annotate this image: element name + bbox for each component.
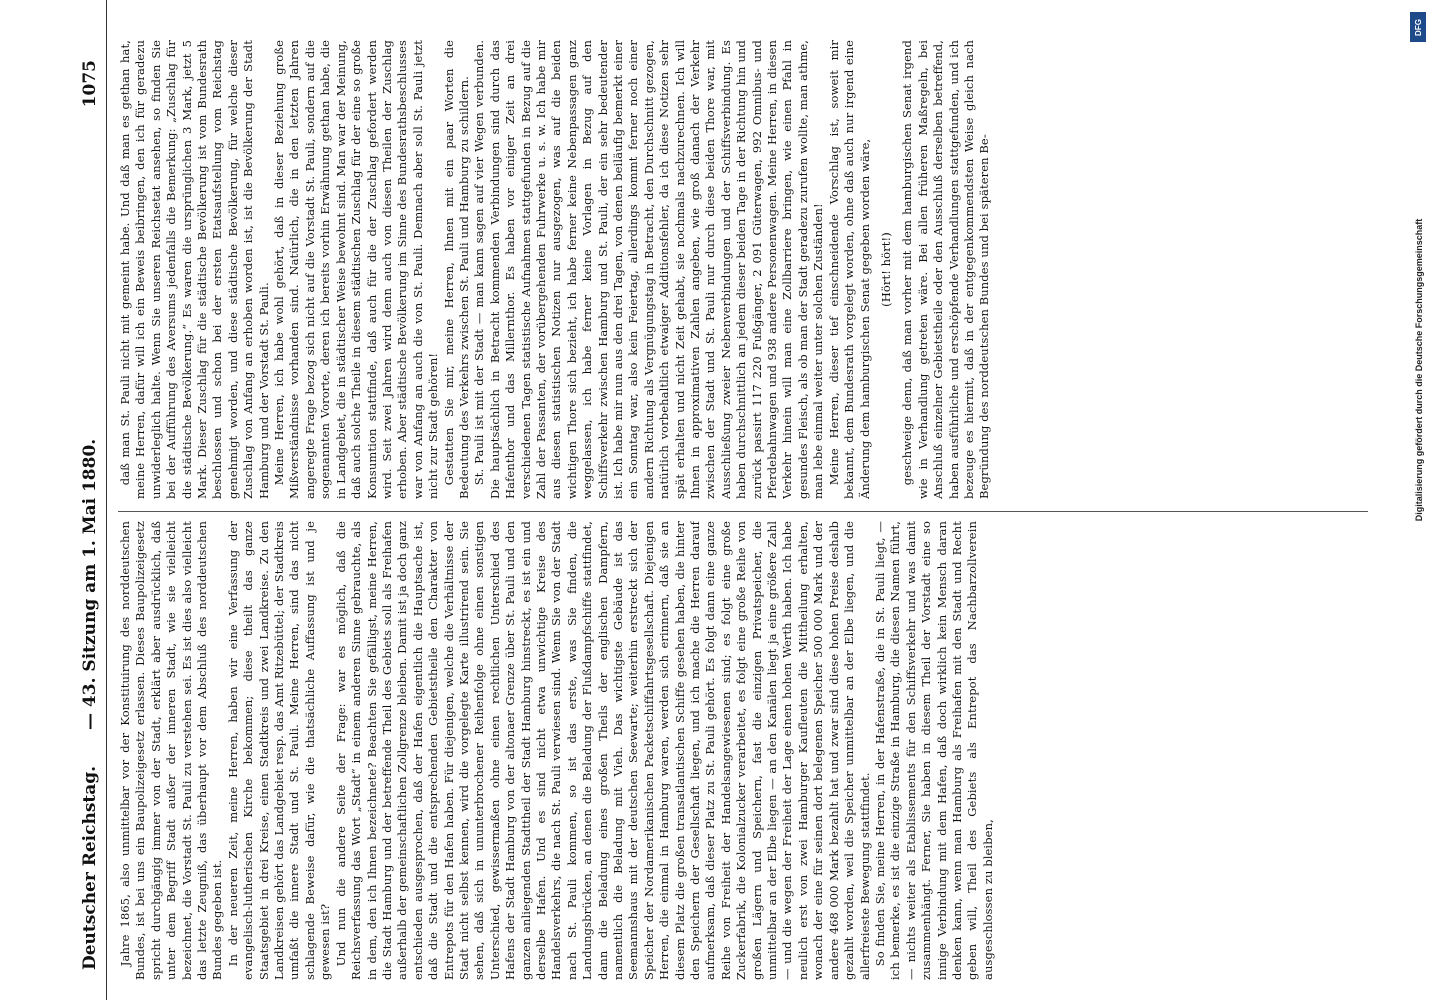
paragraph: Gestatten Sie mir, meine Herren, Ihnen mit ein paar Worten die Bedeutung des Verkehrs zwischen St. Pauli und Hamburg zu schildern. — [441, 40, 471, 499]
paragraph: geschweige denn, daß man vorher mit dem hamburgischen Senat irgend wie in Verhandlung getreten wäre. Bei allen früheren Maßregeln, bei Anschluß einzelner Gebietstheile oder den Ausschluß derselben betreffend, haben ausführliche und erschöpfende Verhandlungen stattgefunden, und ich bezeuge es hiermit, daß in der entgegenkommendsten Weise gleich nach Begründung des norddeutschen Bundes und bei späteren Be- — [900, 40, 992, 499]
paragraph: Meine Herren, dieser tief einschneidende Vorschlag ist, soweit mir bekannt, dem Bundesrath vorgelegt worden, ohne daß auch nur irgend eine Änderung dem hamburgischen Senat gegeben worden wäre, — [826, 40, 872, 499]
column-left — [118, 521, 1378, 980]
column-divider — [118, 511, 1368, 512]
paragraph: Und nun die andere Seite der Frage: war es möglich, daß die Reichsverfassung das Wort „Stadt“ in einem anderen Sinne gebrauchte, als in dem, den ich Ihnen bezeichnete? Beachten Sie gefälligst, meine Herren, die Stadt Hamburg und der betreffende Theil des Gebiets soll als Freihafen außerhalb der gemeinschaftlichen Zollgrenze bleiben. Damit ist ja doch ganz entschieden ausgesprochen, daß der Hafen eigentlich die Hauptsache ist, daß die Stadt und die entsprechenden Gebietstheile den Charakter von Entrepots für den Hafen haben. Für diejenigen, welche die Verhältnisse der Stadt nicht selbst kennen, wird die vorgelegte Karte illustrirend sein. Sie sehen, daß sich in ununterbrochener Reihenfolge ohne einen sonstigen Unterschied, gewissermaßen ohne einen rechtlichen Unterschied des Hafens der Stadt Hamburg von der altonaer Grenze über St. Pauli und den ganzen anliegenden Stadttheil der Stadt Hamburg hinstreckt, es ist ein und derselbe Hafen. Und es sind nicht etwa unwichtige Kreise des Handelsverkehrs, die nach St. Pauli verwiesen sind. Wenn Sie von der Stadt nach St. Pauli kommen, so ist das erste, was Sie finden, die Landungsbrücken, an denen die Beladung der Flußdampfschiffe stattfindet, dann die Beladung eines großen Theils der englischen Dampfern, namentlich die Beladung mit Vieh. Das wichtigste Gebäude ist das Seemannshaus mit der deutschen Seewarte; weiterhin erstreckt sich der Speicher der Nordamerikanischen Packetschiffahrtsgesellschaft. Diejenigen Herren, die einmal in Hamburg waren, werden sich erinnern, daß sie an diesem Platz die großen transatlantischen Schiffe gesehen haben, die hinter den Speichern der Gesellschaft liegen, und ich mache die Herren darauf aufmerksam, daß dieser Platz zu St. Pauli gehört. Es folgt dann eine ganze Reihe von Freiheit der Handelsangewiesenen sind; es folgt eine große Zuckerfabrik, die Kolonialzucker verarbeitet, es folgt eine große Reihe von großen Lägern und Speichern, fast die einzigen Privatspeicher, die unmittelbar an der Elbe liegen — an den Kanälen liegt ja eine größere Zahl — und die wegen der Freiheit der Lage einen hohen Werth haben. Ich habe neulich erst von zwei Hamburger Kaufleuten die Mittheilung erhalten, wonach der eine für seinen dort belegenen Speicher 500 000 Mark und der andere 468 000 Mark bezahlt hat und zwar sind diese hohen Preise deshalb gezahlt worden, weil die Speicher unmittelbar an der Elbe liegen, und die allerfreieste Bewegung stattfindet. — [333, 521, 872, 980]
column-right — [118, 40, 1378, 499]
page-number: 1075 — [80, 60, 100, 108]
rotated-page — [40, 0, 1410, 1000]
funding-credit-text: Digitalisierung gefördert durch die Deutsche Forschungsgemeinschaft — [1414, 218, 1424, 522]
digitization-sidebar — [1404, 0, 1432, 1000]
paragraph: So finden Sie, meine Herren, in der Hafenstraße, die in St. Pauli liegt, — ich bemerke, es ist die einzige Straße in Hamburg, die diesen Namen führt, — nichts weiter als Etablissements für den Schiffsverkehr und was damit zusammenhängt. Ferner, Sie haben in diesem Theil der Vorstadt eine so innige Verbindung mit dem Hafen, daß doch wirklich kein Mensch daran denken kann, wenn man Hamburg als Freihafen mit den Stadt und Recht geben will, Theil des Gebiets als Entrepot das Nachbarzollverein ausgeschlossen zu bleiben, — [872, 521, 995, 980]
interjection: (Hört! hört!) — [878, 232, 893, 307]
paragraph: In der neueren Zeit, meine Herren, haben wir eine Verfassung der evangelisch-lutherischen Kirche bekommen; diese theilt das ganze Staatsgebiet in drei Kreise, einen Stadtkreis und zwei Landkreise. Zu den Landkreisen gehört das Landgebiet resp. das Amt Ritzebüttel; der Stadtkreis umfaßt die innere Stadt und St. Pauli. Meine Herren, sind das nicht schlagende Beweise dafür, wie die thatsächliche Auffassung ist und je gewesen ist? — [225, 521, 333, 980]
paragraph: daß man St. Pauli nicht mit gemeint habe. Und daß man es gethan hat, meine Herren, dafür will ich ein Beweis beibringen, den ich für geradezu unwiderleglich halte. Wenn Sie unseren Reichsetat ansehen, so finden Sie bei der Aufführung des Aversums jedenfalls die Bemerkung: „Zuschlag für die städtische Bevölkerung.“ Es waren die ursprünglichen 3 Mark, jetzt 5 Mark. Dieser Zuschlag für die städtische Bevölkerung ist vom Bundesrath beschlossen und schon bei der ersten Etatsaufstellung vom Reichstag genehmigt worden, und diese städtische Bevölkerung, für welche dieser Zuschlag von Anfang an erhoben worden ist, ist die Bevölkerung der Stadt Hamburg und der Vorstadt St. Pauli. — [118, 40, 271, 499]
header-publication: Deutscher Reichstag. — [80, 765, 100, 970]
dfg-logo-text: DFG — [1413, 18, 1423, 36]
dfg-logo — [1410, 12, 1426, 42]
page-header — [78, 0, 107, 1000]
header-session: — 43. Sitzung am 1. Mai 1880. — [80, 438, 100, 730]
paragraph: St. Pauli ist mit der Stadt — man kann sagen auf vier Wegen verbunden. Die hauptsächlich in Betracht kommenden Verbindungen sind durch das Hafenthor und das Millernthor. Es haben vor einiger Zeit an drei verschiedenen Tagen statistische Aufnahmen stattgefunden in Bezug auf die Zahl der Passanten, der vorübergehenden Fuhrwerke u. s. w. Ich habe mir aus diesen statistischen Notizen nur ausgezogen, was auf die beiden wichtigen Thore sich bezieht, ich habe ferner keine Nebenpassagen ganz weggelassen, ich habe ferner keine Vorlagen in Bezug auf den Schiffsverkehr zwischen Hamburg und St. Pauli, der ein sehr bedeutender ist. Ich habe mir nun aus den drei Tagen, von denen beiläufig bemerkt einer ein Sonntag war, also kein Feiertag, allerdings kommt ferner noch einer andern Richtung als Vergnügungstag in Betracht, den Durchschnitt gezogen, natürlich vorbehaltlich etwaiger Additionsfehler, da ich diese Notizen sehr spät erhalten und nicht Zeit gehabt, sie nochmals nachzurechnen. Ich will Ihnen in approximativen Zahlen angeben, wie groß danach der Verkehr zwischen der Stadt und St. Pauli nur durch diese beiden Thore war, mit Ausschließung zweier Nebenverbindungen und der Schiffsverbindung. Es haben durchschnittlich an jedem dieser beiden Tage in der Richtung hin und zurück passirt 117 220 Fußgänger, 2 091 Güterwagen, 992 Omnibus- und Pferdebahnwagen und 938 andere Personenwagen. Meine Herren, in diesen Verkehr hinein will man eine Zollbarriere bringen, wie einen Pfahl in gesundes Fleisch, als ob man der Stadt geradezu zurufen wollte, man athme, man lebe einmal weiter unter solchen Zuständen! — [472, 40, 826, 499]
paragraph: Meine Herren, ich habe wohl gehört, daß in dieser Beziehung große Mißverständnisse vorhanden sind. Natürlich, die in den letzten Jahren angeregte Frage bezog sich nicht auf die Vorstadt St. Pauli, sondern auf die sogenannten Vororte, deren ich bereits vorhin Erwähnung gethan habe, die in Landgebiet, die in städtischer Weise bewohnt sind. Man war der Meinung, daß auch solche Theile in diesem städtischen Zuschlag für der eine so große Konsumtion stattfinde, daß auch für die der Zuschlag gefordert werden wird. Seit zwei Jahren wird denn auch von diesen Theilen der Zuschlag erhoben. Aber städtische Bevölkerung im Sinne des Bundesrathsbeschlusses war von Anfang an auch die von St. Pauli. Demnach aber soll St. Pauli jetzt nicht zur Stadt gehören! — [272, 40, 441, 499]
funding-credit — [1412, 50, 1426, 690]
text-columns — [118, 40, 1378, 980]
paragraph: Jahre 1865, also unmittelbar vor der Konstituirung des norddeutschen Bundes, ist bei uns ein Baupolizeigesetz erlassen. Dieses Baupolizeigesetz spricht durchgängig immer von der Stadt, erklärt aber ausdrücklich, daß unter dem Begriff Stadt außer der inneren Stadt, wie sie vielleicht bezeichnet, die Vorstadt St. Pauli zu verstehen sei. Es ist dies also vielleicht das letzte Zeugniß, das überhaupt vor dem Abschluß des norddeutschen Bundes gegeben ist. — [118, 521, 225, 980]
